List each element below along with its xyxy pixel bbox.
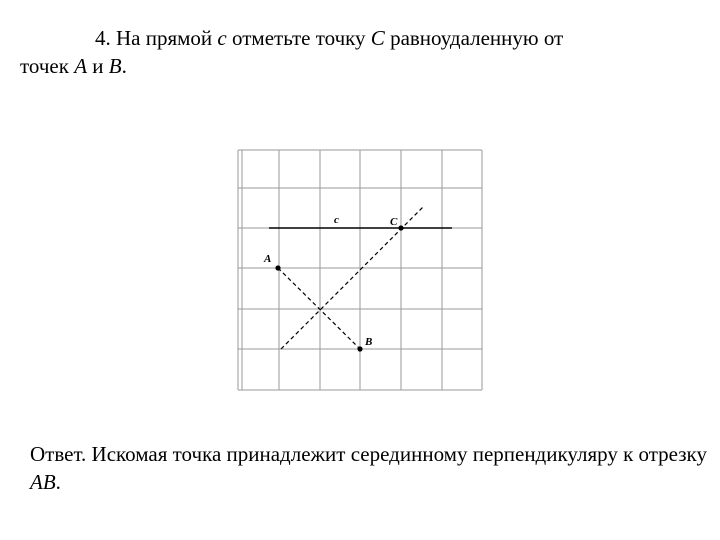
- point-b: [357, 346, 362, 351]
- square-grid: [238, 150, 482, 390]
- point-name: C: [370, 26, 385, 50]
- point-c: [398, 225, 403, 230]
- point-a: [275, 265, 280, 270]
- answer-text: Ответ. Искомая точка принадлежит серединному перпендикуляру к отрезку AB.: [30, 442, 707, 494]
- label-point-a: A: [264, 253, 272, 265]
- line-name: c: [217, 26, 227, 50]
- label-point-c: C: [390, 216, 398, 228]
- problem-statement: 4. На прямой c отметьте точку C равноудаленную от точек A и B.: [20, 26, 564, 78]
- answer-segment: AB: [30, 470, 56, 494]
- problem-number: 4.: [95, 26, 111, 50]
- label-line-c: c: [334, 214, 339, 226]
- label-point-b: B: [365, 336, 373, 348]
